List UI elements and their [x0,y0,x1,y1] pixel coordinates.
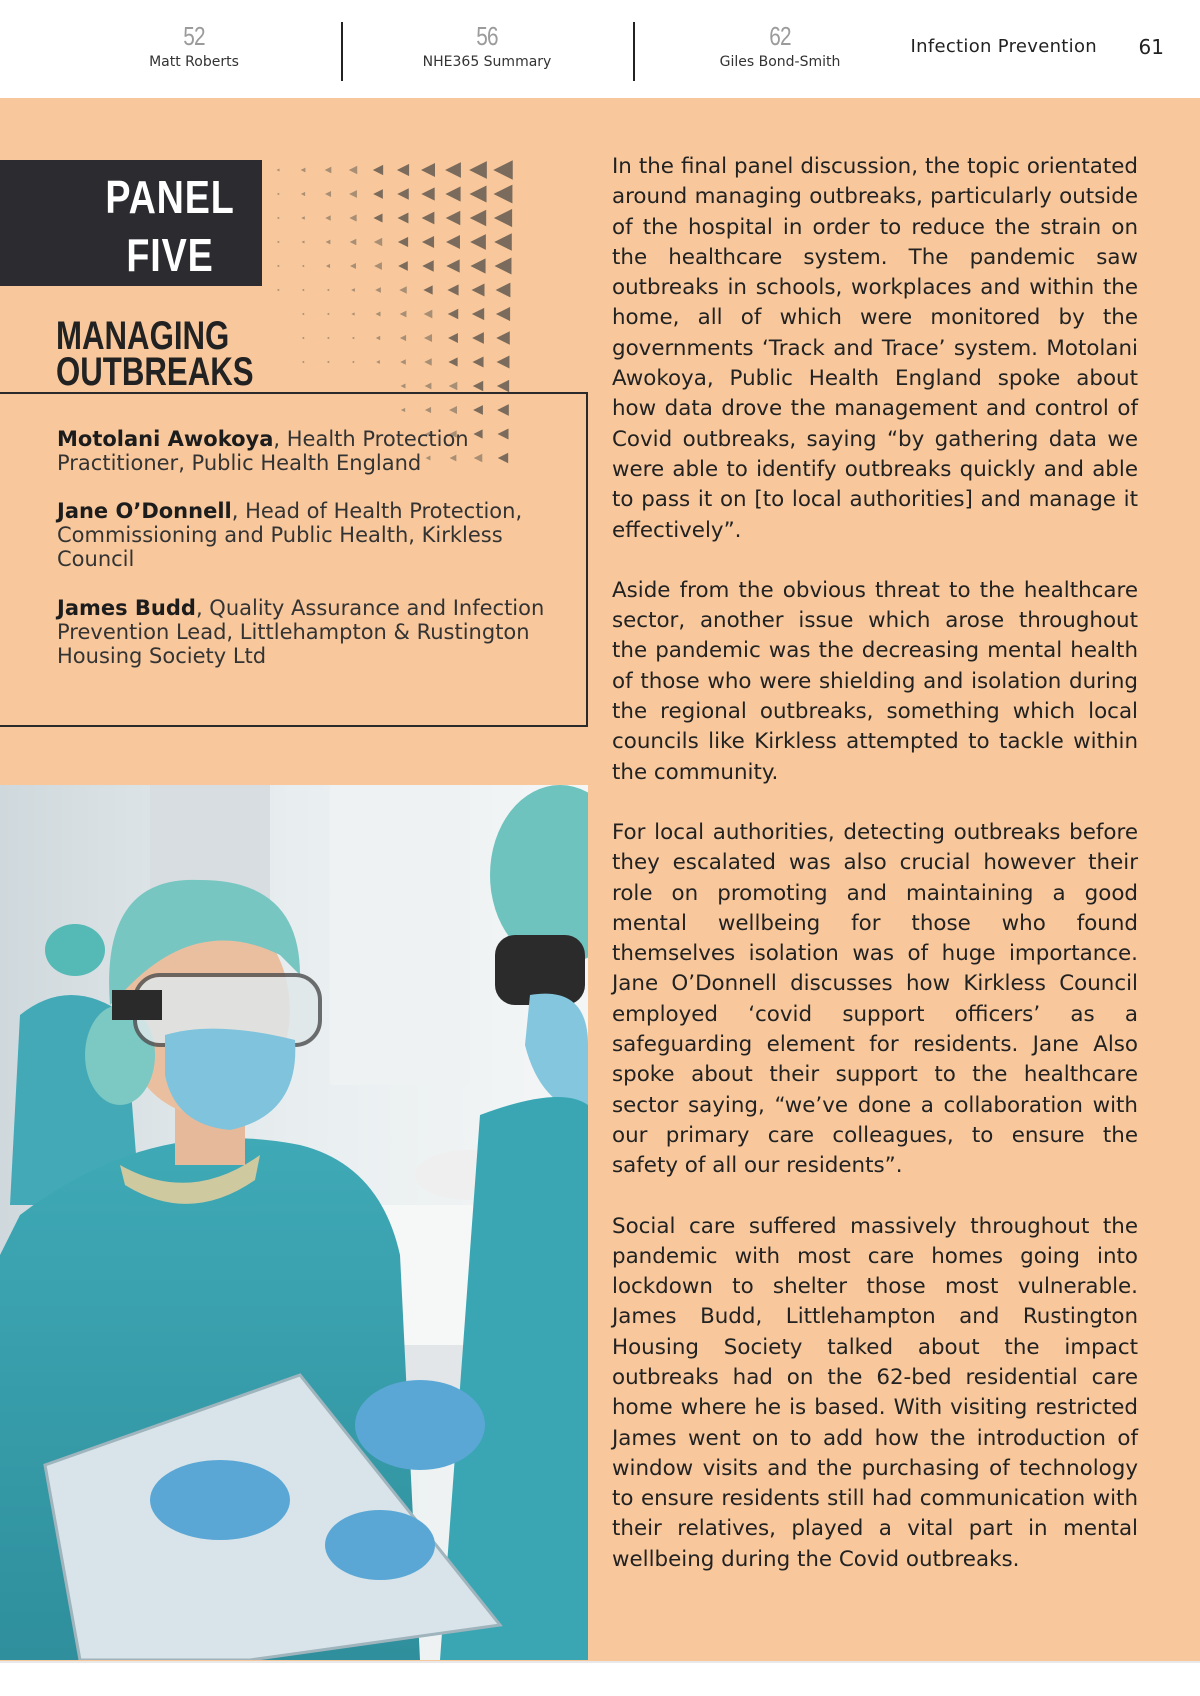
decorative-triangle [400,335,406,341]
nav-label: NHE365 Summary [422,54,552,70]
decorative-triangle [375,311,380,316]
article-paragraph: In the final panel discussion, the topic orientated around managing outbreaks, particularly outside of the hospital in order to reduce the strain on the healthcare system. The pandemic saw outbreaks in schools, workplaces and within the home, all of which were monitored by the governments ‘Track and Trace’ system. Motolani Awokoya, Public Health England spoke about how data drove the management and control of Covid outbreaks, saying “by gathering data we were able to identify outbreaks quickly and able to pass it on [to local authorities] and manage it effectively”. [612,154,1138,543]
decorative-triangle [449,382,458,391]
decorative-triangle [424,334,432,342]
decorative-triangle [302,265,304,267]
decorative-triangle [422,212,435,225]
nav-label: Giles Bond-Smith [719,54,841,70]
decorative-triangle [424,310,433,319]
decorative-triangle [351,312,354,315]
decorative-triangle [494,233,512,251]
decorative-triangle [422,260,433,271]
decorative-triangle [448,357,457,366]
decorative-triangle [326,264,330,268]
speaker-name: Motolani Awokoya [57,427,274,451]
nav-link-nhe365-summary[interactable] [377,22,597,70]
speaker-role: , Health Protection Practitioner, Public Health England [57,427,469,475]
decorative-triangle [424,358,431,365]
decorative-triangle [325,167,332,174]
panel-title [0,168,262,284]
decorative-triangle [277,241,279,243]
decorative-triangle [326,240,331,245]
decorative-triangle [302,289,304,291]
panel-subtitle-line1: MANAGING [56,314,230,358]
decorative-triangle [277,217,279,219]
decorative-triangle [446,211,461,226]
decorative-triangle [401,384,406,389]
decorative-triangle [496,307,510,321]
decorative-triangle [423,285,432,294]
speaker-name: Jane O’Donnell [57,499,232,523]
decorative-triangle [497,356,510,369]
decorative-triangle [447,284,458,295]
decorative-triangle [494,209,512,227]
decorative-triangle [350,263,356,269]
decorative-triangle [277,193,279,195]
speaker-name: James Budd [57,596,196,620]
decorative-triangle [374,262,382,270]
decorative-triangle [376,336,380,340]
decorative-triangle [327,337,329,339]
decorative-triangle [373,189,383,199]
article-body [612,152,1138,1605]
speaker-role: , Head of Health Protection, Commissioning and Public Health, Kirkless Council [57,499,523,571]
decorative-triangle [496,283,511,298]
decorative-triangle [446,259,459,272]
decorative-triangle [445,162,461,178]
nav-link-matt-roberts[interactable] [84,22,304,70]
decorative-triangle [472,308,484,320]
speaker-entry [57,499,557,571]
nav-page-number: 52 [183,21,205,51]
decorative-triangle [373,165,383,175]
nav-divider [633,22,635,81]
decorative-triangle [425,383,432,390]
decorative-triangle [301,168,306,173]
article-paragraph: Social care suffered massively throughout the pandemic with most care homes going into lockdown to shelter those most vulnerable. James Budd, Littlehampton and Rustington Housing Society talked about the impact outbreaks had on the 62-bed residential care home where he is based. With visiting restricted James went on to add how the introduction of window visits and the purchasing of technology to ensure residents still had communication with their relatives, played a vital part in mental wellbeing during the Covid outbreaks. [612,1213,1138,1572]
decorative-triangle [472,332,484,344]
article-paragraph: Aside from the obvious threat to the healthcare sector, another issue which arose throughout the pandemic was the decreasing mental health of those who were shielding and isolation during the regional outbreaks, something which local councils like Kirkless attempted to tackle within the community. [612,577,1138,785]
decorative-triangle [496,331,510,345]
decorative-triangle [349,190,357,198]
article-paragraph: For local authorities, detecting outbreaks before they escalated was also crucial however their role on promoting and maintaining a good mental wellbeing for those who found themselves isolation was of huge importance. Jane O’Donnell discusses how Kirkless Council employed ‘covid support officers’ as a safeguarding element for residents. Jane Also spoke about their support to the healthcare sector saying, “we’ve done a collaboration with our primary care colleagues, to ensure the safety of all our residents”. [612,819,1138,1179]
panel-title-line2: FIVE [126,229,214,281]
decorative-triangle [277,169,280,172]
nav-link-giles-bond-smith[interactable] [670,22,890,70]
page-header [0,0,1200,98]
decorative-triangle [448,309,459,320]
decorative-triangle [327,289,329,291]
decorative-triangle [469,161,487,179]
decorative-triangle [494,185,513,204]
decorative-triangle [352,361,354,363]
nav-page-number: 62 [769,21,791,51]
decorative-triangle [325,191,331,197]
decorative-triangle [422,236,434,248]
decorative-triangle [398,261,408,271]
decorative-triangle [349,214,356,221]
speaker-entry [57,596,557,668]
nav-divider [341,22,343,81]
decorative-triangle [399,286,406,293]
decorative-triangle [473,381,483,391]
decorative-triangle [349,166,358,175]
decorative-triangle [497,380,509,392]
decorative-triangle [469,185,486,202]
decorative-triangle [373,213,382,222]
decorative-triangle [302,337,304,339]
decorative-triangle [302,361,304,363]
decorative-triangle [376,360,380,364]
decorative-triangle [470,210,486,226]
decorative-triangle [327,313,329,315]
decorative-triangle [302,241,305,244]
decorative-triangle [448,333,458,343]
decorative-triangle [325,215,330,220]
decorative-triangle [445,186,460,201]
decorative-triangle [277,289,279,291]
decorative-triangle [470,258,485,273]
decorative-triangle [421,163,435,177]
decorative-triangle [397,188,409,200]
decorative-triangle [375,287,381,293]
decorative-triangle [374,238,382,246]
decorative-triangle [470,234,486,250]
decorative-triangle [327,361,329,363]
decorative-triangle [495,258,512,275]
decorative-triangle [446,235,460,249]
decorative-triangle [350,239,357,246]
panel-subtitle [56,314,254,394]
healthcare-workers-photo [0,785,588,1660]
decorative-triangle [421,187,434,200]
decorative-triangle [472,284,485,297]
nav-page-number: 56 [476,21,498,51]
speaker-role: , Quality Assurance and Infection Prevention Lead, Littlehampton & Rustington Housing Society Ltd [57,596,545,668]
decorative-triangle [301,216,305,220]
page-number: 61 [1138,35,1164,59]
page-footer [0,1663,1200,1696]
panel-subtitle-line2: OUTBREAKS [56,350,254,394]
speaker-entry [57,427,557,475]
nav-label: Matt Roberts [149,54,239,70]
decorative-triangle [302,313,304,315]
decorative-triangle [400,311,407,318]
decorative-triangle [493,160,513,180]
decorative-triangle [398,237,408,247]
decorative-triangle [277,265,279,267]
decorative-triangle [400,359,406,365]
decorative-triangle [472,356,483,367]
decorative-triangle [397,164,409,176]
decorative-triangle [398,213,409,224]
section-title: Infection Prevention [910,36,1097,57]
decorative-triangle [351,288,355,292]
panel-title-line1: PANEL [105,171,235,223]
decorative-triangle [301,192,305,196]
decorative-triangle [352,337,355,340]
